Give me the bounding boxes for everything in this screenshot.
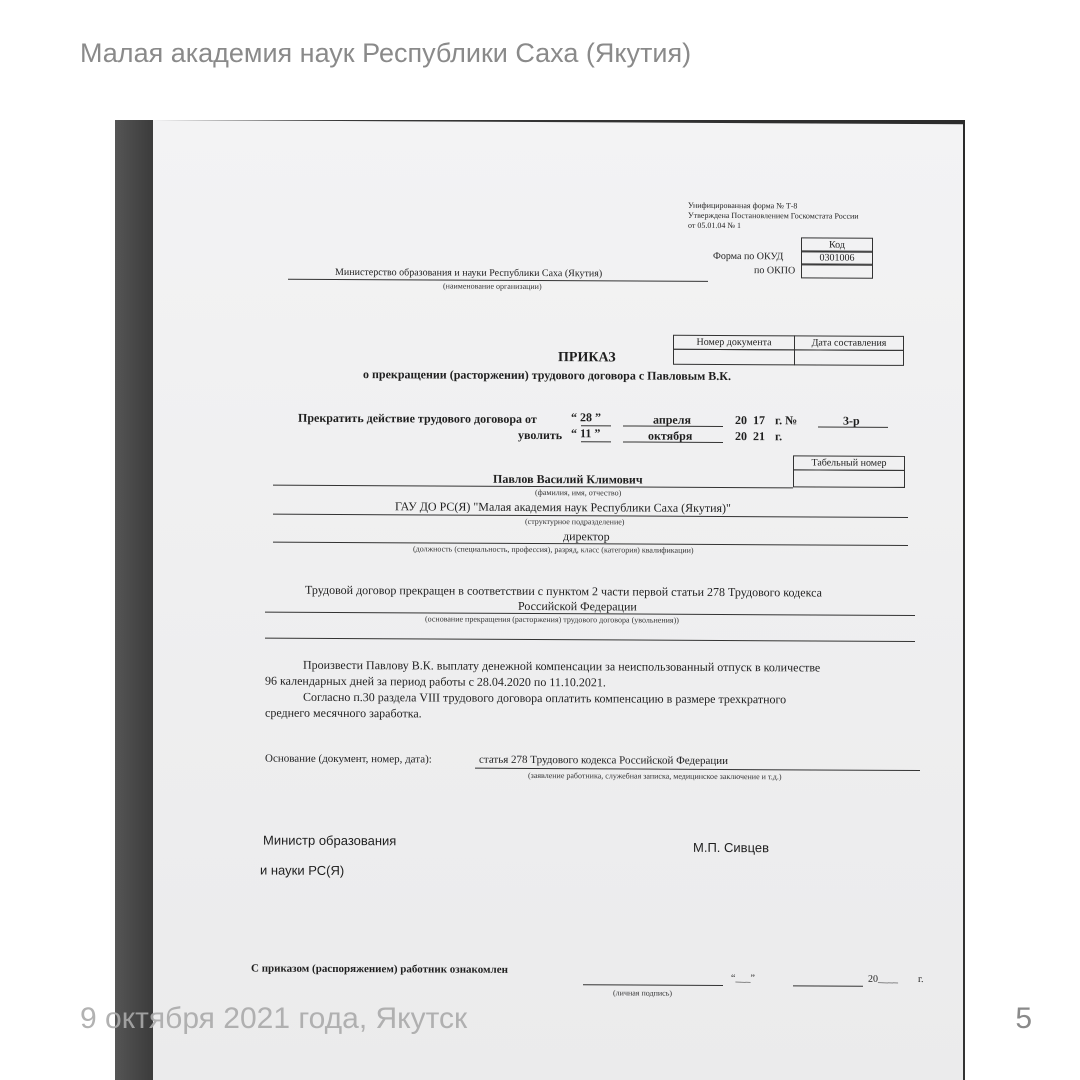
position-caption: (должность (специальность, профессия), разряд, класс (категория) квалификации) (413, 544, 694, 555)
slide-header-title: Малая академия наук Республики Саха (Якутия) (80, 38, 692, 68)
photo-background (115, 120, 155, 1080)
position-name: директор (563, 529, 610, 544)
doc-number-cell (673, 349, 795, 366)
contract-number: 3-р (843, 413, 860, 428)
okpo-label: по ОКПО (754, 265, 796, 277)
basis-label: Основание (документ, номер, дата): (265, 752, 432, 766)
contract-year-suffix: г. № (775, 413, 798, 428)
date-blank-year: 20____ (868, 973, 898, 985)
signature-caption: (личная подпись) (613, 988, 673, 998)
doc-number-header: Номер документа (673, 335, 795, 351)
dismiss-year-prefix: 20 (735, 429, 747, 444)
employee-name: Павлов Василий Климович (493, 471, 643, 487)
okpo-code-cell (801, 263, 873, 278)
tab-number-cell (793, 469, 905, 488)
contract-month: апреля (653, 412, 691, 427)
acquainted-label: С приказом (распоряжением) работник ознакомлен (251, 962, 508, 976)
signer-title-line-1: Министр образования (263, 832, 397, 849)
form-note-line: Утверждена Постановлением Госкомстата России (688, 210, 859, 221)
date-blank-quotes: “___” (731, 973, 755, 985)
department-caption: (структурное подразделение) (525, 516, 625, 527)
signer-name: М.П. Сивцев (693, 839, 770, 856)
compensation-p2-line-1: Согласно п.30 раздела VIII трудового договора оплатить компенсацию в размере трехкратного (303, 689, 787, 707)
date-blank-suffix: г. (918, 974, 924, 986)
signer-title-line-2: и науки РС(Я) (260, 862, 345, 879)
department-name: ГАУ ДО РС(Я) "Малая академия наук Республики Саха (Якутия)" (395, 499, 731, 516)
terminate-label: Прекратить действие трудового договора от (298, 410, 537, 427)
dismiss-year-suffix: г. (775, 429, 783, 444)
compensation-p1-line-2: 96 календарных дней за период работы с 28.04.2020 по 11.10.2021. (265, 673, 606, 690)
slide-footer-date: 9 октября 2021 года, Якутск (80, 1002, 468, 1035)
form-note-line: Унифицированная форма № Т-8 (688, 200, 798, 211)
dismiss-label: уволить (518, 427, 563, 443)
dismiss-year: 21 (753, 429, 765, 444)
reason-line-1: Трудовой договор прекращен в соответствии с пунктом 2 части первой статьи 278 Трудового кодекса (305, 582, 822, 600)
order-subtitle: о прекращении (расторжении) трудового договора с Павловым В.К. (363, 367, 731, 384)
code-header-cell: Код (801, 237, 873, 252)
dismiss-day: “ 11 ” (571, 426, 601, 441)
basis-value: статья 278 Трудового кодекса Российской Федерации (479, 753, 729, 768)
contract-year: 17 (753, 413, 765, 428)
organization-name: Министерство образования и науки Республики Саха (Якутия) (335, 266, 603, 280)
dismiss-month: октября (648, 428, 693, 443)
form-note (688, 201, 859, 232)
form-note-line: от 05.01.04 № 1 (688, 220, 742, 231)
basis-caption: (заявление работника, служебная записка, медицинское заключение и т.д.) (528, 770, 782, 782)
tab-number-header: Табельный номер (793, 455, 905, 471)
dismiss-day-underline (581, 441, 611, 442)
organization-caption: (наименование организации) (443, 281, 542, 292)
doc-date-cell (794, 349, 904, 366)
reason-line-2: Российской Федерации (518, 598, 637, 614)
document-photo (115, 120, 965, 1080)
contract-day: “ 28 ” (571, 410, 601, 425)
compensation-p2-line-2: среднего месячного заработка. (265, 705, 422, 721)
order-document-page (153, 120, 963, 1080)
contract-day-value: 28 (580, 410, 592, 425)
employee-name-underline (273, 485, 793, 489)
reason-caption: (основание прекращения (расторжения) трудового договора (увольнения)) (425, 614, 679, 625)
slide-page-number: 5 (1015, 1002, 1032, 1035)
contract-number-underline (818, 426, 888, 427)
employee-name-caption: (фамилия, имя, отчество) (535, 488, 622, 498)
date-blank-underline (793, 985, 863, 986)
dismiss-day-value: 11 (580, 426, 592, 441)
compensation-p1-line-1: Произвести Павлову В.К. выплату денежной компенсации за неиспользованный отпуск в количестве (303, 657, 821, 675)
order-title: ПРИКАЗ (558, 350, 616, 366)
reason-extra-underline (265, 638, 915, 642)
okud-code-cell: 0301006 (801, 250, 873, 265)
signature-underline (583, 984, 723, 986)
contract-year-prefix: 20 (735, 413, 747, 428)
doc-date-header: Дата составления (794, 335, 904, 351)
okud-label: Форма по ОКУД (713, 250, 784, 263)
